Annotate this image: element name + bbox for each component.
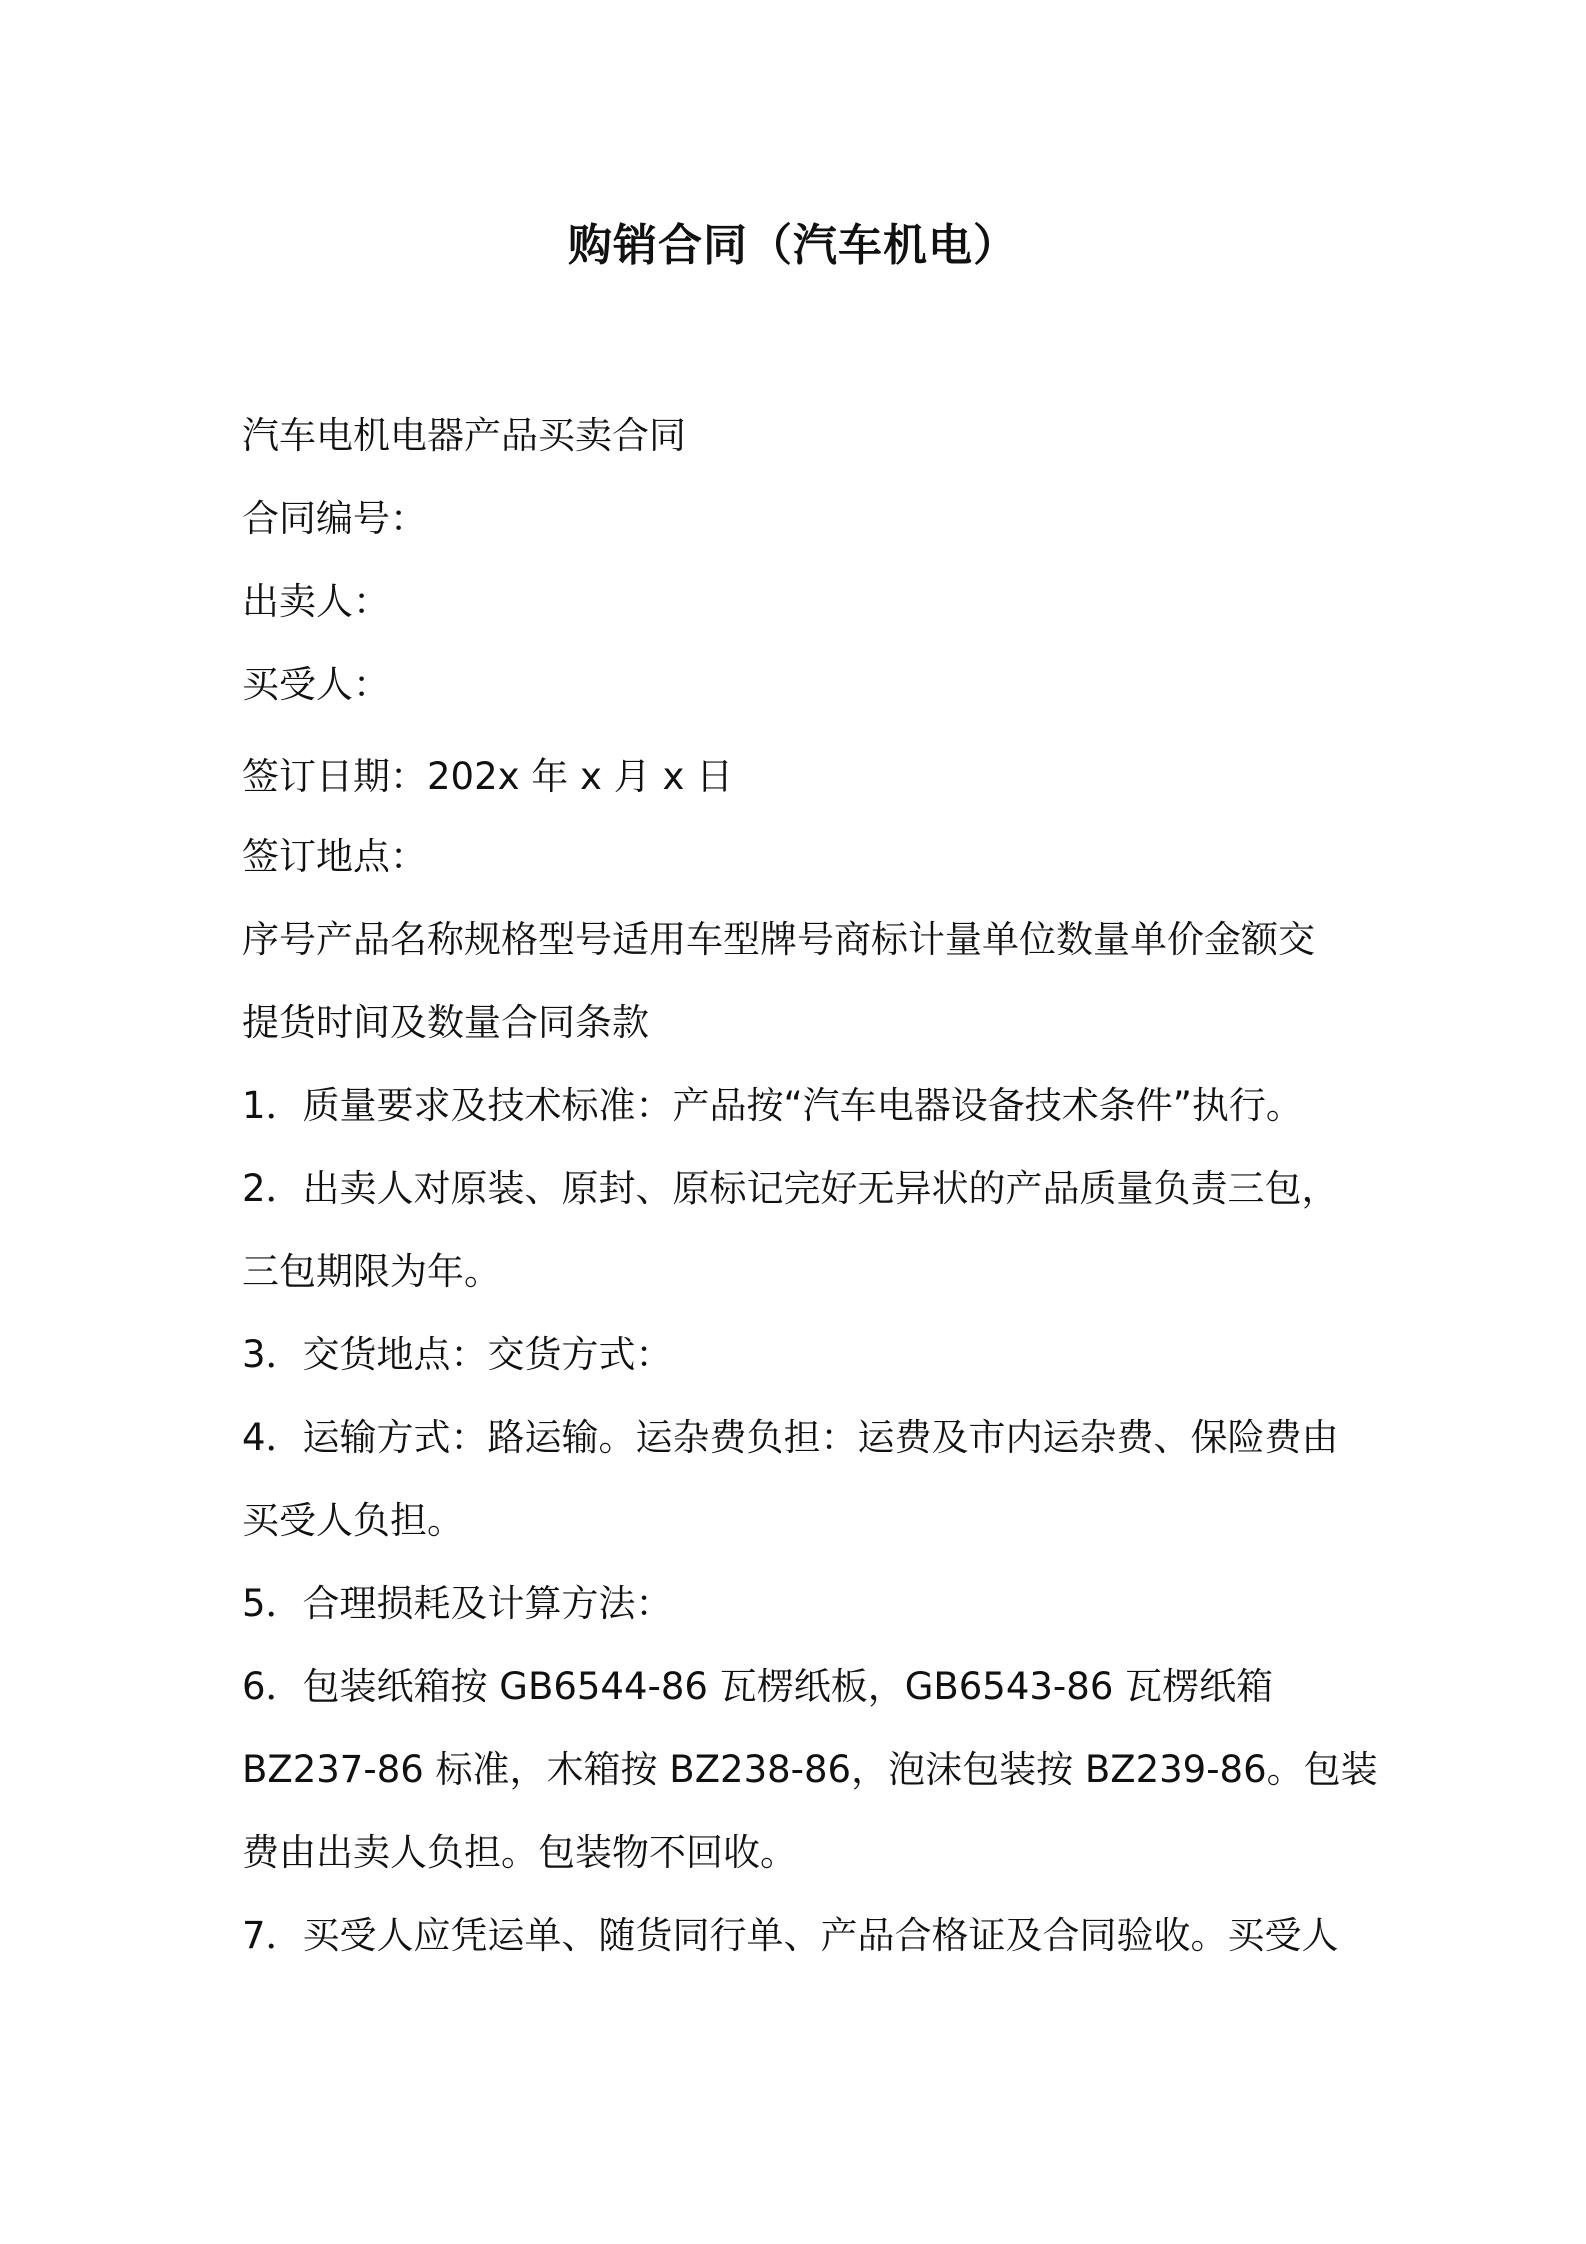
clause-1: 1．质量要求及技术标准：产品按“汽车电器设备技术条件”执行。 xyxy=(242,1084,1303,1127)
clause-7: 7．买受人应凭运单、随货同行单、产品合格证及合同验收。买受人 xyxy=(242,1914,1339,1957)
clause-3: 3．交货地点：交货方式： xyxy=(242,1333,673,1376)
buyer-label: 买受人： xyxy=(242,663,390,706)
clause-5: 5．合理损耗及计算方法： xyxy=(242,1582,673,1625)
contract-number-label: 合同编号： xyxy=(242,497,427,540)
clause-6: 6．包装纸箱按 GB6544-86 瓦楞纸板，GB6543-86 瓦楞纸箱 xyxy=(242,1665,1274,1708)
signing-place-label: 签订地点： xyxy=(242,835,427,878)
document-title: 购销合同（汽车机电） xyxy=(568,220,1018,271)
clause-2: 2．出卖人对原装、原封、原标记完好无异状的产品质量负责三包， xyxy=(242,1167,1339,1210)
clause-6-cont: BZ237-86 标准，木箱按 BZ238-86，泡沫包装按 BZ239-86。包装 xyxy=(242,1748,1378,1791)
clause-4: 4．运输方式：路运输。运杂费负担：运费及市内运杂费、保险费由 xyxy=(242,1416,1339,1459)
signing-date: 签订日期：202x 年 x 月 x 日 xyxy=(242,755,734,798)
clause-2-cont: 三包期限为年。 xyxy=(242,1250,501,1293)
contract-subtitle: 汽车电机电器产品买卖合同 xyxy=(242,414,686,457)
product-table-header-cont: 提货时间及数量合同条款 xyxy=(242,1001,649,1044)
product-table-header: 序号产品名称规格型号适用车型牌号商标计量单位数量单价金额交 xyxy=(242,918,1315,961)
clause-6-cont-2: 费由出卖人负担。包装物不回收。 xyxy=(242,1831,797,1874)
seller-label: 出卖人： xyxy=(242,580,390,623)
clause-4-cont: 买受人负担。 xyxy=(242,1499,464,1542)
